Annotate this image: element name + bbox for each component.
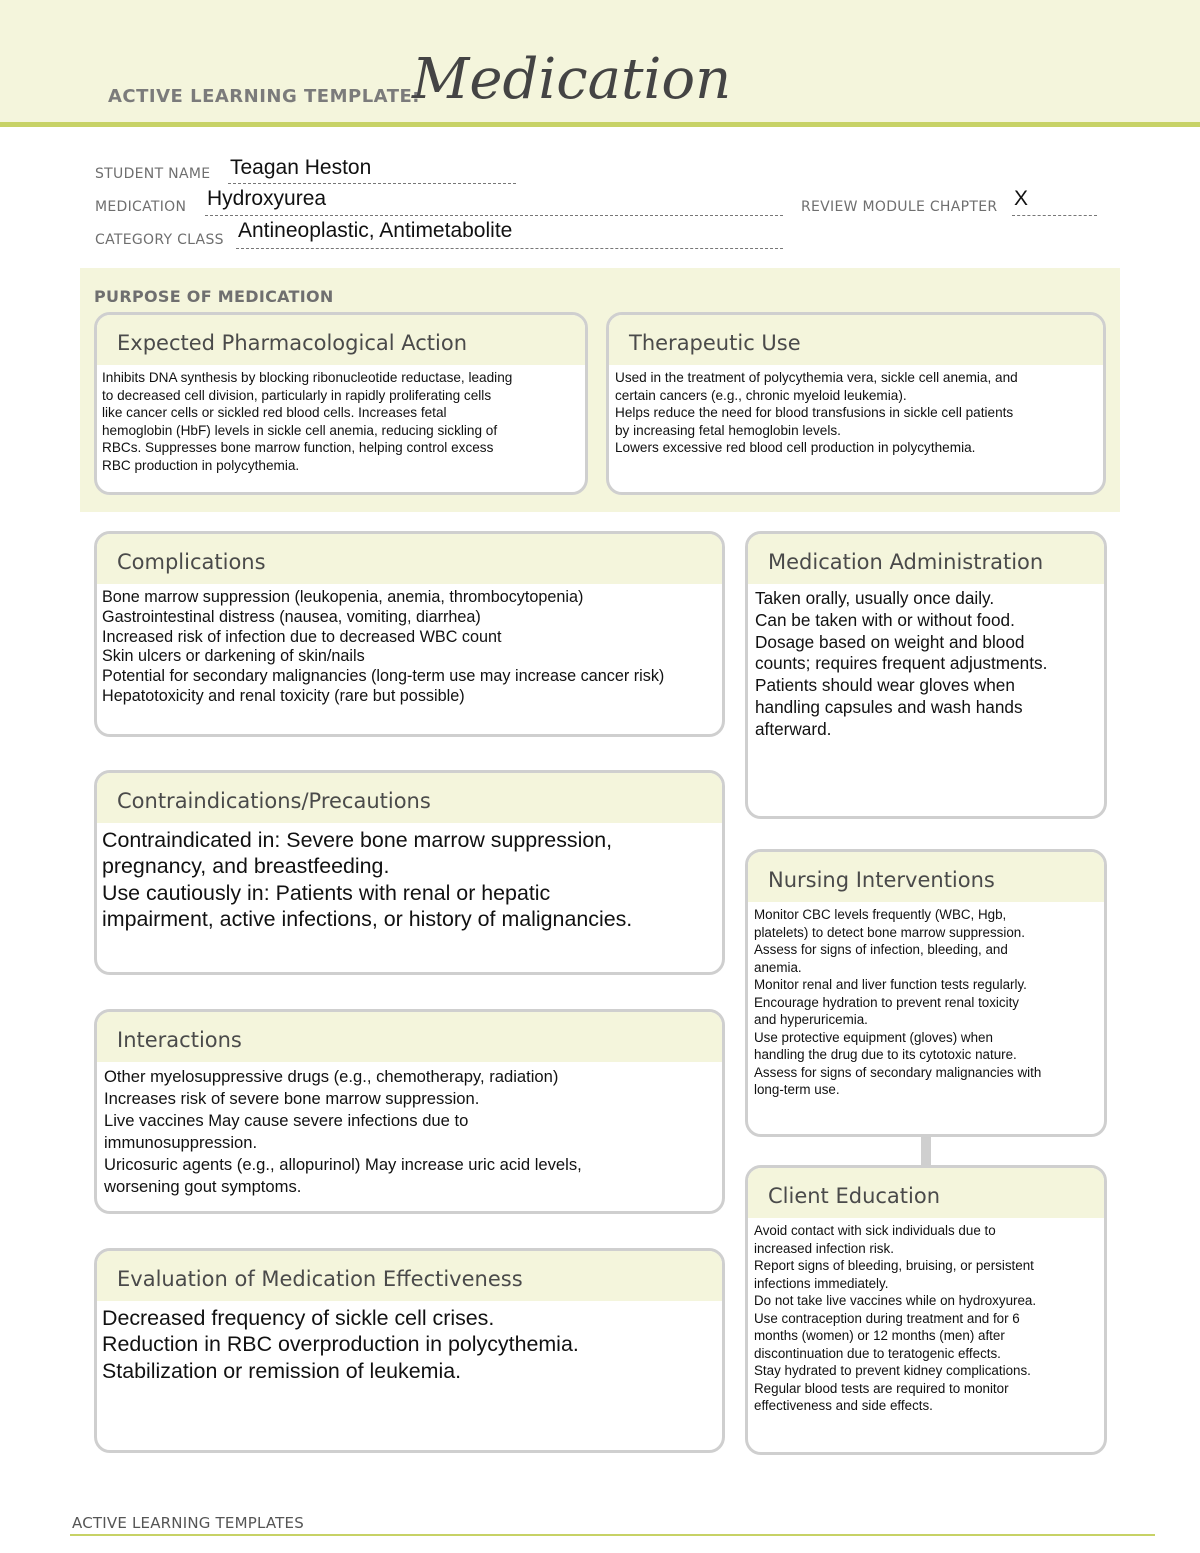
interactions-card xyxy=(94,1009,725,1214)
therapeutic-use-text[interactable]: Used in the treatment of polycythemia vera, sickle cell anemia, and certain cancers (e.g., chronic myeloid leukemia). Helps reduce the need for blood transfusions in sickle cell patients by increasing fetal hemoglobin levels. Lowers excessive red blood cell production in polycythemia. xyxy=(615,370,1018,456)
footer-label: ACTIVE LEARNING TEMPLATES xyxy=(72,1514,304,1532)
client-education-text[interactable]: Avoid contact with sick individuals due to increased infection risk. Report signs of bleeding, bruising, or persistent infections immediately. Do not take live vaccines while on hydroxyurea. Use contraception during treatment and for 6 months (women) or 12 months (men) after discontinuation due to teratogenic effects. Stay hydrated to prevent kidney complications. Regular blood tests are required to monitor effectiveness and side effects. xyxy=(754,1223,1037,1413)
client-education-card xyxy=(745,1165,1107,1455)
evaluation-card xyxy=(94,1248,725,1453)
nursing-interventions-title: Nursing Interventions xyxy=(748,852,1104,902)
medication-label: MEDICATION xyxy=(95,199,187,215)
category-class-label: CATEGORY CLASS xyxy=(95,232,224,248)
header-rule xyxy=(0,122,1200,127)
category-class-field[interactable]: Antineoplastic, Antimetabolite xyxy=(238,219,513,242)
review-module-label: REVIEW MODULE CHAPTER xyxy=(801,199,998,215)
expected-action-title: Expected Pharmacological Action xyxy=(97,315,585,365)
administration-text[interactable]: Taken orally, usually once daily. Can be taken with or without food. Dosage based on weight and blood counts; requires frequent adjustments. Patients should wear gloves when handling capsules and wash hands afterward. xyxy=(755,588,1048,739)
expected-action-text[interactable]: Inhibits DNA synthesis by blocking ribonucleotide reductase, leading to decreased cell division, particularly in rapidly proliferating cells like cancer cells or sickled red blood cells. Increases fetal hemoglobin (HbF) levels in sickle cell anemia, reducing sickling of RBCs. Suppresses bone marrow function, helping control excess RBC production in polycythemia. xyxy=(102,370,513,473)
contraindications-title: Contraindications/Precautions xyxy=(97,773,722,823)
administration-title: Medication Administration xyxy=(748,534,1104,584)
category-class-line xyxy=(236,248,783,249)
review-module-field[interactable]: X xyxy=(1014,187,1029,210)
evaluation-title: Evaluation of Medication Effectiveness xyxy=(97,1251,722,1301)
complications-text[interactable]: Bone marrow suppression (leukopenia, anemia, thrombocytopenia) Gastrointestinal distress (nausea, vomiting, diarrhea) Increased risk of infection due to decreased WBC count Skin ulcers or darkening of skin/nails Potential for secondary malignancies (long-term use may increase cancer risk) Hepatotoxicity and renal toxicity (rare but possible) xyxy=(102,588,665,705)
contraindications-text[interactable]: Contraindicated in: Severe bone marrow suppression, pregnancy, and breastfeeding. Use cautiously in: Patients with renal or hepatic impairment, active infections, or history of malignancies. xyxy=(102,828,633,932)
complications-title: Complications xyxy=(97,534,722,584)
medication-field[interactable]: Hydroxyurea xyxy=(207,187,327,210)
therapeutic-use-title: Therapeutic Use xyxy=(609,315,1103,365)
expected-action-card xyxy=(94,312,588,495)
column-connector xyxy=(921,1135,931,1167)
client-education-title: Client Education xyxy=(748,1168,1104,1218)
student-name-label: STUDENT NAME xyxy=(95,166,211,182)
complications-card xyxy=(94,531,725,737)
evaluation-text[interactable]: Decreased frequency of sickle cell crises. Reduction in RBC overproduction in polycythemia. Stabilization or remission of leukemia. xyxy=(102,1306,579,1383)
student-name-field[interactable]: Teagan Heston xyxy=(230,156,372,179)
therapeutic-use-card xyxy=(606,312,1106,495)
medication-line xyxy=(205,215,783,216)
nursing-interventions-card xyxy=(745,849,1107,1137)
footer-rule xyxy=(70,1534,1155,1536)
interactions-title: Interactions xyxy=(97,1012,722,1062)
template-label: ACTIVE LEARNING TEMPLATE: xyxy=(108,86,420,107)
administration-card xyxy=(745,531,1107,819)
nursing-interventions-text[interactable]: Monitor CBC levels frequently (WBC, Hgb, platelets) to detect bone marrow suppression. Assess for signs of infection, bleeding, and anemia. Monitor renal and liver function tests regularly. Encourage hydration to prevent renal toxicity and hyperuricemia. Use protective equipment (gloves) when handling the drug due to its cytotoxic nature. Assess for signs of secondary malignancies with long-term use. xyxy=(754,907,1042,1097)
student-name-line xyxy=(228,183,516,184)
purpose-label: PURPOSE OF MEDICATION xyxy=(94,287,334,306)
review-module-line xyxy=(1012,215,1097,216)
page-title: Medication xyxy=(412,47,732,112)
contraindications-card xyxy=(94,770,725,975)
interactions-text[interactable]: Other myelosuppressive drugs (e.g., chemotherapy, radiation) Increases risk of severe bone marrow suppression. Live vaccines May cause severe infections due to immunosuppression. Uricosuric agents (e.g., allopurinol) May increase uric acid levels, worsening gout symptoms. xyxy=(104,1067,582,1196)
